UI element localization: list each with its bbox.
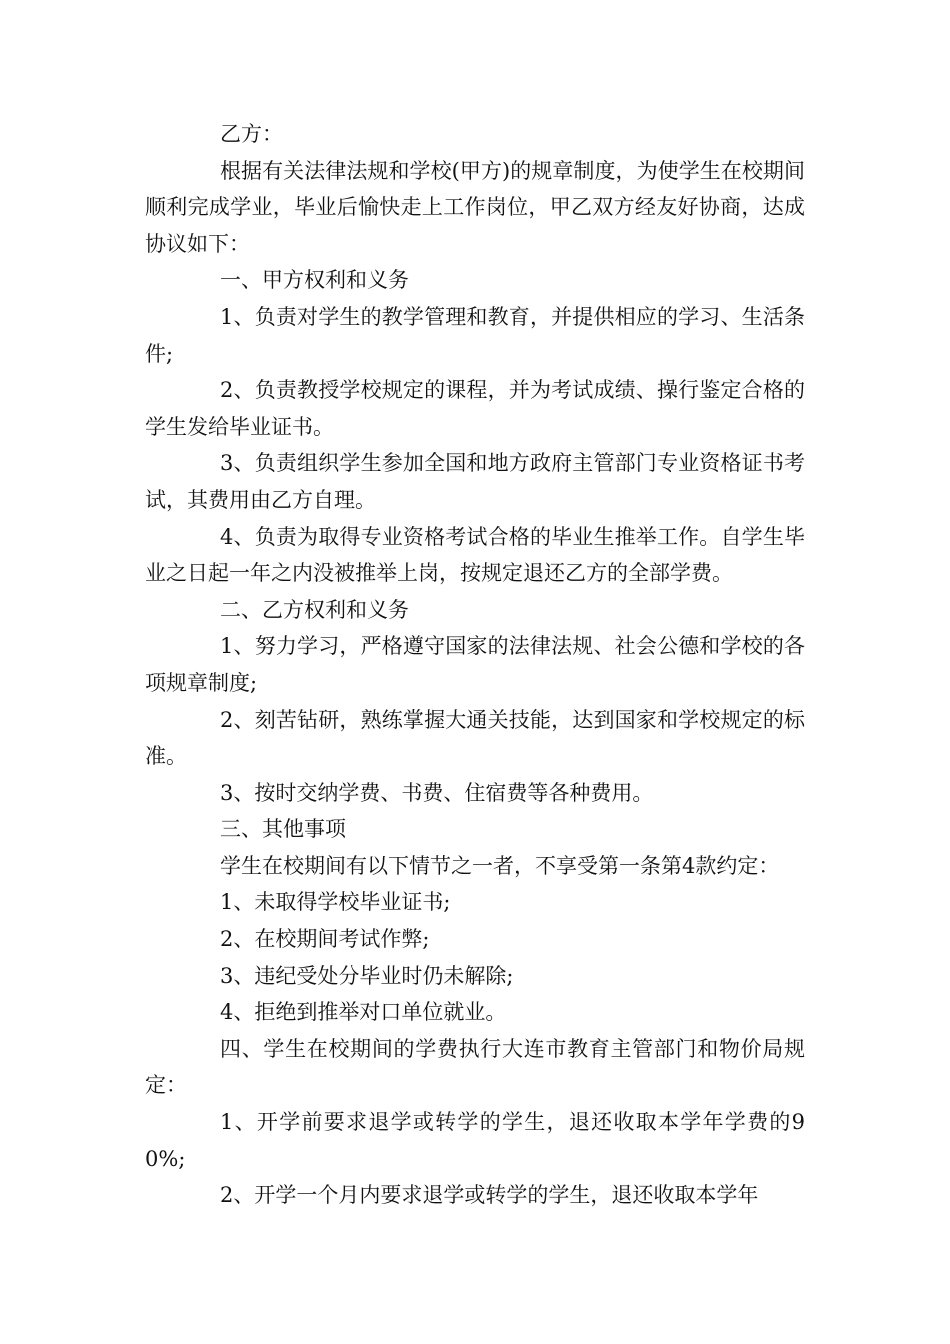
party-b-label: 乙方： [220, 122, 283, 146]
section-3-item-4: 4、拒绝到推举对口单位就业。 [220, 1000, 507, 1025]
section-2-item-3: 3、按时交纳学费、书费、住宿费等各种费用。 [220, 780, 654, 805]
section-3-intro: 学生在校期间有以下情节之一者，不享受第一条第4款约定： [220, 853, 780, 878]
section-2-item-2: 2、刻苦钻研，熟练掌握大通关技能，达到国家和学校规定的标准。 [145, 707, 805, 769]
section-1-item-3: 3、负责组织学生参加全国和地方政府主管部门专业资格证书考试，其费用由乙方自理。 [145, 451, 805, 512]
section-2-heading: 二、乙方权利和义务 [220, 597, 409, 622]
document-body [145, 116, 805, 1214]
section-1-item-1: 1、负责对学生的教学管理和教育，并提供相应的学习、生活条件; [145, 304, 805, 366]
section-1-heading: 一、甲方权利和义务 [220, 268, 409, 293]
section-3-item-1: 1、未取得学校毕业证书; [220, 890, 451, 915]
section-4-item-2: 2、开学一个月内要求退学或转学的学生，退还收取本学年 [220, 1183, 759, 1208]
section-2-item-1: 1、努力学习，严格遵守国家的法律法规、社会公德和学校的各项规章制度; [145, 634, 805, 695]
section-1-item-2: 2、负责教授学校规定的课程，并为考试成绩、操行鉴定合格的学生发给毕业证书。 [145, 378, 805, 439]
section-1-item-4: 4、负责为取得专业资格考试合格的毕业生推举工作。自学生毕业之日起一年之内没被推举上岗，按规定退还乙方的全部学费。 [145, 524, 805, 586]
section-3-heading: 三、其他事项 [220, 817, 346, 842]
section-3-item-3: 3、违纪受处分毕业时仍未解除; [220, 963, 514, 988]
section-3-item-2: 2、在校期间考试作弊; [220, 927, 430, 952]
agreement-preamble: 根据有关法律法规和学校(甲方)的规章制度，为使学生在校期间顺利完成学业，毕业后愉快走上工作岗位，甲乙双方经友好协商，达成协议如下： [145, 158, 805, 256]
section-4-heading: 四、学生在校期间的学费执行大连市教育主管部门和物价局规定： [145, 1036, 805, 1098]
section-4-item-1: 1、开学前要求退学或转学的学生，退还收取本学年学费的90%; [145, 1110, 805, 1171]
